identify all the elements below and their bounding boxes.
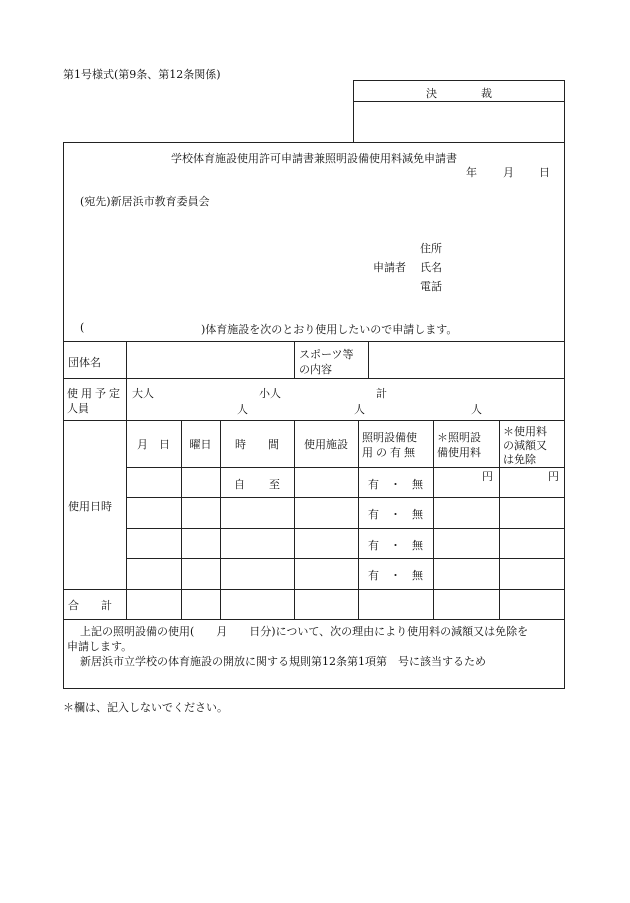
- approval-label: 決 裁: [426, 87, 492, 100]
- table-line: [63, 619, 565, 620]
- header-lighting-fee-line2: 備使用料: [437, 446, 481, 459]
- application-form: [63, 142, 565, 689]
- reduction-currency: 円: [548, 470, 559, 483]
- lighting-yes-no-option[interactable]: 有 ・ 無: [368, 539, 423, 552]
- sport-label-line2: の内容: [299, 363, 332, 376]
- header-time: 時 間: [235, 438, 279, 451]
- table-line: [499, 420, 500, 619]
- header-reduction-line2: の減額又: [503, 439, 547, 452]
- total-unit: 人: [471, 403, 482, 416]
- reduction-text-line2: 申請します。: [67, 640, 133, 653]
- reduction-text-line1: 上記の照明設備の使用( 月 日分)について、次の理由により使用料の減額又は免除を: [80, 625, 529, 638]
- request-statement: )体育施設を次のとおり使用したいので申請します。: [201, 323, 458, 336]
- applicant-label: 申請者: [373, 261, 406, 274]
- applicant-address-label: 住所: [420, 242, 442, 255]
- table-line: [63, 378, 565, 379]
- table-line: [63, 341, 565, 342]
- approval-divider: [353, 101, 565, 102]
- total-people-label: 計: [376, 387, 387, 400]
- header-lighting-line1: 照明設備使: [362, 431, 417, 444]
- table-line: [294, 341, 295, 378]
- people-label-line2: 人員: [67, 402, 89, 415]
- date-year[interactable]: 年: [466, 166, 477, 179]
- lighting-fee-currency: 円: [482, 470, 493, 483]
- people-label-line1: 使用予定: [67, 387, 123, 400]
- header-reduction-line1: ＊使用料: [503, 425, 547, 438]
- adult-label: 大人: [132, 387, 154, 400]
- table-line: [63, 420, 565, 421]
- table-line: [63, 589, 565, 590]
- applicant-phone-label: 電話: [420, 280, 442, 293]
- table-line: [368, 341, 369, 378]
- header-facility: 使用施設: [304, 438, 348, 451]
- applicant-name-label: 氏名: [420, 261, 442, 274]
- header-month-day: 月 日: [137, 438, 170, 451]
- form-title: 学校体育施設使用許可申請書兼照明設備使用料減免申請書: [171, 152, 457, 165]
- sport-content-field[interactable]: [372, 345, 560, 375]
- table-line: [433, 420, 434, 619]
- header-lighting-fee-line1: ＊照明設: [437, 431, 481, 444]
- addressee: (宛先)新居浜市教育委員会: [80, 195, 210, 208]
- lighting-yes-no-option[interactable]: 有 ・ 無: [368, 569, 423, 582]
- table-line: [126, 341, 127, 619]
- request-open-paren: (: [80, 321, 85, 334]
- lighting-yes-no-option[interactable]: 有 ・ 無: [368, 508, 423, 521]
- reduction-text-line3: 新居浜市立学校の体育施設の開放に関する規則第12条第1項第 号に該当するため: [80, 655, 486, 668]
- form-number: 第1号様式(第9条、第12条関係): [63, 68, 221, 81]
- lighting-yes-no-option[interactable]: 有 ・ 無: [368, 478, 423, 491]
- header-lighting-line2: 用の有無: [362, 446, 418, 459]
- header-weekday: 曜日: [189, 438, 212, 451]
- header-reduction-line3: は免除: [503, 453, 536, 466]
- time-from-label: 自: [234, 478, 245, 491]
- footnote: ＊欄は、記入しないでください。: [63, 701, 228, 714]
- date-day[interactable]: 日: [539, 166, 550, 179]
- adult-unit: 人: [237, 403, 248, 416]
- child-unit: 人: [354, 403, 365, 416]
- date-month[interactable]: 月: [503, 166, 514, 179]
- group-name-field[interactable]: [130, 345, 290, 375]
- total-row-label: 合 計: [68, 599, 112, 612]
- group-name-label: 団体名: [68, 356, 101, 369]
- usage-datetime-label: 使用日時: [68, 500, 112, 513]
- sport-label-line1: スポーツ等: [299, 348, 354, 361]
- time-to-label: 至: [269, 478, 280, 491]
- child-label: 小人: [259, 387, 281, 400]
